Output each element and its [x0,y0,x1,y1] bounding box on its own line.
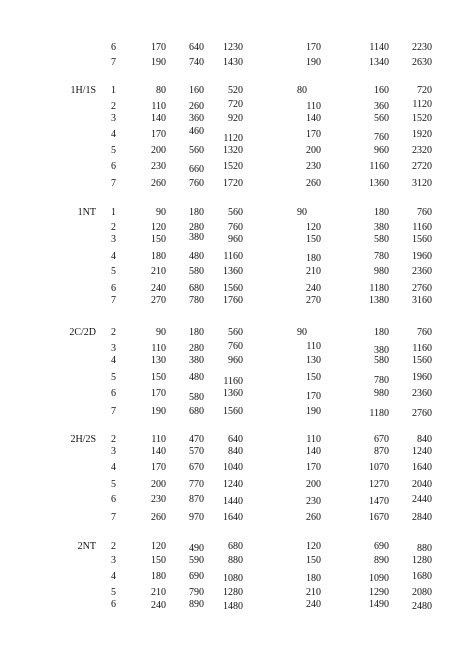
score-cell-right: 190 [306,406,321,417]
score-cell-right: 2720 [412,161,432,172]
score-cell-right: 890 [374,555,389,566]
table-row [0,555,474,567]
score-cell-left: 180 [151,571,166,582]
score-cell-left: 120 [151,222,166,233]
table-row [0,161,474,173]
score-cell-right: 210 [306,266,321,277]
score-cell-left: 580 [189,392,204,403]
contract-label: 2NT [77,541,96,552]
level-cell: 5 [111,372,116,383]
score-cell-left: 110 [151,101,166,112]
score-cell-right: 1490 [369,599,389,610]
score-cell-right: 560 [374,113,389,124]
score-cell-left: 720 [228,99,243,110]
score-cell-left: 1760 [223,295,243,306]
table-row [0,512,474,524]
level-cell: 6 [111,599,116,610]
score-cell-right: 110 [306,434,321,445]
score-cell-left: 480 [189,372,204,383]
score-cell-right: 1280 [412,555,432,566]
level-cell: 4 [111,462,116,473]
score-cell-left: 80 [156,85,166,96]
score-cell-left: 680 [189,283,204,294]
score-cell-left: 190 [151,406,166,417]
score-cell-left: 960 [228,355,243,366]
score-cell-right: 3120 [412,178,432,189]
table-row [0,207,474,219]
score-cell-left: 260 [151,512,166,523]
score-cell-right: 230 [306,161,321,172]
score-cell-left: 160 [189,85,204,96]
score-cell-left: 180 [151,251,166,262]
score-cell-left: 360 [189,113,204,124]
score-cell-right: 1920 [412,129,432,140]
score-cell-right: 1180 [369,408,389,419]
score-cell-right: 1360 [369,178,389,189]
score-cell-right: 880 [417,543,432,554]
score-cell-right: 760 [374,132,389,143]
score-cell-left: 1120 [223,133,243,144]
score-cell-left: 150 [151,234,166,245]
level-cell: 5 [111,266,116,277]
score-cell-right: 1160 [412,222,432,233]
score-cell-right: 980 [374,388,389,399]
table-row [0,178,474,190]
score-cell-left: 90 [156,327,166,338]
score-cell-right: 960 [374,145,389,156]
score-cell-right: 170 [306,42,321,53]
score-cell-left: 260 [151,178,166,189]
level-cell: 7 [111,178,116,189]
score-cell-right: 1160 [369,161,389,172]
score-cell-left: 680 [228,541,243,552]
table-row [0,388,474,403]
level-cell: 1 [111,207,116,218]
level-cell: 6 [111,388,116,399]
score-cell-left: 1480 [223,601,243,612]
score-cell-left: 660 [189,164,204,175]
level-cell: 6 [111,42,116,53]
table-row [0,295,474,307]
score-cell-left: 740 [189,57,204,68]
score-cell-right: 140 [306,113,321,124]
score-cell-left: 840 [228,446,243,457]
score-cell-left: 170 [151,388,166,399]
score-cell-right: 2320 [412,145,432,156]
score-cell-right: 1560 [412,355,432,366]
score-cell-left: 1430 [223,57,243,68]
level-cell: 2 [111,222,116,233]
score-cell-right: 1520 [412,113,432,124]
score-cell-right: 170 [306,129,321,140]
score-cell-left: 1640 [223,512,243,523]
score-cell-right: 1470 [369,496,389,507]
score-cell-left: 1080 [223,573,243,584]
score-cell-left: 460 [189,126,204,137]
score-cell-right: 90 [297,327,307,338]
score-cell-left: 1160 [223,376,243,387]
score-cell-left: 970 [189,512,204,523]
table-row [0,145,474,157]
score-cell-right: 240 [306,599,321,610]
score-cell-left: 210 [151,587,166,598]
level-cell: 6 [111,161,116,172]
score-cell-right: 760 [417,207,432,218]
score-cell-right: 2760 [412,283,432,294]
score-cell-right: 150 [306,372,321,383]
contract-label: 2H/2S [70,434,96,445]
score-cell-left: 760 [189,178,204,189]
score-cell-right: 200 [306,479,321,490]
table-row [0,494,474,506]
score-cell-left: 140 [151,113,166,124]
score-cell-left: 1240 [223,479,243,490]
score-cell-right: 200 [306,145,321,156]
table-row [0,599,474,611]
level-cell: 7 [111,57,116,68]
level-cell: 4 [111,355,116,366]
score-cell-left: 1160 [223,251,243,262]
score-cell-left: 90 [156,207,166,218]
table-row [0,42,474,54]
score-cell-left: 120 [151,541,166,552]
score-cell-left: 150 [151,555,166,566]
score-cell-left: 1520 [223,161,243,172]
score-cell-left: 560 [189,145,204,156]
score-cell-left: 570 [189,446,204,457]
score-cell-left: 560 [228,327,243,338]
level-cell: 3 [111,555,116,566]
score-cell-right: 380 [374,345,389,356]
score-cell-left: 520 [228,85,243,96]
table-row [0,251,474,263]
level-cell: 5 [111,587,116,598]
score-cell-right: 1960 [412,251,432,262]
table-row [0,479,474,491]
score-cell-right: 1120 [412,99,432,110]
score-cell-right: 690 [374,541,389,552]
score-cell-right: 1670 [369,512,389,523]
score-cell-right: 720 [417,85,432,96]
level-cell: 4 [111,571,116,582]
table-row [0,327,474,339]
score-cell-left: 200 [151,145,166,156]
score-cell-right: 1090 [369,573,389,584]
score-cell-right: 160 [374,85,389,96]
score-cell-left: 190 [151,57,166,68]
level-cell: 3 [111,343,116,354]
score-cell-right: 670 [374,434,389,445]
score-cell-left: 130 [151,355,166,366]
score-cell-right: 180 [374,207,389,218]
score-cell-right: 580 [374,355,389,366]
score-cell-left: 200 [151,479,166,490]
table-row [0,101,474,113]
level-cell: 6 [111,283,116,294]
table-row [0,587,474,599]
score-cell-right: 2480 [412,601,432,612]
table-row [0,571,474,583]
score-cell-left: 280 [189,222,204,233]
contract-label: 1H/1S [70,85,96,96]
score-cell-left: 380 [189,355,204,366]
score-cell-right: 380 [374,222,389,233]
table-row [0,541,474,553]
score-cell-left: 140 [151,446,166,457]
table-row [0,446,474,458]
score-cell-right: 170 [306,391,321,402]
score-cell-left: 260 [189,101,204,112]
score-cell-left: 890 [189,599,204,610]
table-row [0,126,474,144]
score-cell-right: 150 [306,555,321,566]
score-cell-left: 470 [189,434,204,445]
score-cell-right: 2440 [412,494,432,505]
score-cell-left: 1360 [223,266,243,277]
score-cell-left: 380 [189,232,204,243]
score-cell-left: 1720 [223,178,243,189]
score-cell-left: 760 [228,222,243,233]
score-cell-right: 260 [306,512,321,523]
score-cell-left: 1280 [223,587,243,598]
score-cell-right: 780 [374,251,389,262]
score-cell-left: 270 [151,295,166,306]
score-cell-right: 780 [374,375,389,386]
score-cell-right: 90 [297,207,307,218]
score-cell-right: 2040 [412,479,432,490]
table-row [0,234,474,246]
score-cell-right: 110 [306,341,321,352]
score-cell-left: 1560 [223,406,243,417]
score-cell-right: 80 [297,85,307,96]
score-cell-left: 1560 [223,283,243,294]
score-cell-right: 2840 [412,512,432,523]
score-cell-left: 880 [228,555,243,566]
table-row [0,222,474,234]
score-cell-left: 180 [189,207,204,218]
level-cell: 6 [111,494,116,505]
score-cell-right: 120 [306,541,321,552]
level-cell: 7 [111,512,116,523]
level-cell: 1 [111,85,116,96]
score-cell-right: 130 [306,355,321,366]
score-cell-right: 240 [306,283,321,294]
table-row [0,343,474,355]
contract-label: 2C/2D [69,327,96,338]
score-cell-left: 690 [189,571,204,582]
score-cell-left: 920 [228,113,243,124]
score-cell-left: 490 [189,543,204,554]
score-cell-left: 240 [151,600,166,611]
score-cell-right: 270 [306,295,321,306]
score-cell-right: 180 [374,327,389,338]
score-cell-right: 150 [306,234,321,245]
score-cell-right: 190 [306,57,321,68]
score-cell-left: 230 [151,161,166,172]
level-cell: 5 [111,145,116,156]
score-cell-left: 580 [189,266,204,277]
score-cell-left: 590 [189,555,204,566]
level-cell: 3 [111,234,116,245]
score-cell-right: 980 [374,266,389,277]
score-cell-right: 1640 [412,462,432,473]
level-cell: 4 [111,129,116,140]
score-cell-right: 1680 [412,571,432,582]
score-cell-right: 1160 [412,343,432,354]
score-cell-left: 1440 [223,496,243,507]
score-cell-right: 1960 [412,372,432,383]
score-cell-right: 180 [306,573,321,584]
score-cell-right: 120 [306,222,321,233]
score-cell-left: 680 [189,406,204,417]
score-cell-left: 240 [151,283,166,294]
score-cell-right: 1180 [369,283,389,294]
score-cell-left: 1360 [223,388,243,399]
table-row [0,462,474,474]
score-cell-left: 770 [189,479,204,490]
level-cell: 3 [111,113,116,124]
score-cell-right: 180 [306,253,321,264]
table-row [0,85,474,97]
level-cell: 7 [111,295,116,306]
score-cell-left: 640 [189,42,204,53]
score-cell-left: 1320 [223,145,243,156]
contract-label: 1NT [77,207,96,218]
score-cell-left: 180 [189,327,204,338]
score-cell-left: 870 [189,494,204,505]
score-cell-left: 110 [151,343,166,354]
score-cell-left: 170 [151,42,166,53]
score-cell-left: 1230 [223,42,243,53]
score-cell-left: 790 [189,587,204,598]
score-cell-right: 2230 [412,42,432,53]
score-cell-right: 260 [306,178,321,189]
score-cell-left: 150 [151,372,166,383]
score-cell-left: 170 [151,129,166,140]
score-cell-right: 760 [417,327,432,338]
score-cell-right: 840 [417,434,432,445]
level-cell: 5 [111,479,116,490]
score-cell-left: 760 [228,341,243,352]
score-cell-right: 1290 [369,587,389,598]
score-cell-left: 210 [151,266,166,277]
score-cell-right: 1240 [412,446,432,457]
table-row [0,355,474,367]
level-cell: 7 [111,406,116,417]
score-cell-left: 230 [151,494,166,505]
score-cell-left: 780 [189,295,204,306]
level-cell: 2 [111,101,116,112]
table-row [0,406,474,418]
score-cell-right: 1380 [369,295,389,306]
score-cell-right: 870 [374,446,389,457]
table-row [0,434,474,446]
score-cell-right: 1270 [369,479,389,490]
table-row [0,283,474,295]
score-cell-right: 2360 [412,266,432,277]
score-cell-right: 110 [306,101,321,112]
score-cell-right: 1560 [412,234,432,245]
score-cell-left: 670 [189,462,204,473]
score-cell-left: 280 [189,343,204,354]
table-row [0,57,474,69]
score-cell-right: 170 [306,462,321,473]
score-cell-left: 110 [151,434,166,445]
level-cell: 2 [111,327,116,338]
table-row [0,113,474,125]
level-cell: 2 [111,434,116,445]
score-cell-right: 1140 [369,42,389,53]
score-cell-right: 2760 [412,408,432,419]
score-cell-right: 210 [306,587,321,598]
score-cell-right: 230 [306,496,321,507]
score-cell-left: 640 [228,434,243,445]
table-row [0,266,474,278]
score-cell-left: 960 [228,234,243,245]
level-cell: 4 [111,251,116,262]
score-cell-right: 3160 [412,295,432,306]
score-cell-right: 580 [374,234,389,245]
score-cell-right: 1070 [369,462,389,473]
score-cell-left: 1040 [223,462,243,473]
score-cell-right: 2630 [412,57,432,68]
level-cell: 2 [111,541,116,552]
score-cell-right: 360 [374,101,389,112]
table-row [0,372,474,387]
level-cell: 3 [111,446,116,457]
score-cell-left: 560 [228,207,243,218]
score-cell-left: 170 [151,462,166,473]
score-cell-right: 2360 [412,388,432,399]
score-cell-right: 1340 [369,57,389,68]
score-cell-right: 140 [306,446,321,457]
score-cell-right: 2080 [412,587,432,598]
score-cell-left: 480 [189,251,204,262]
